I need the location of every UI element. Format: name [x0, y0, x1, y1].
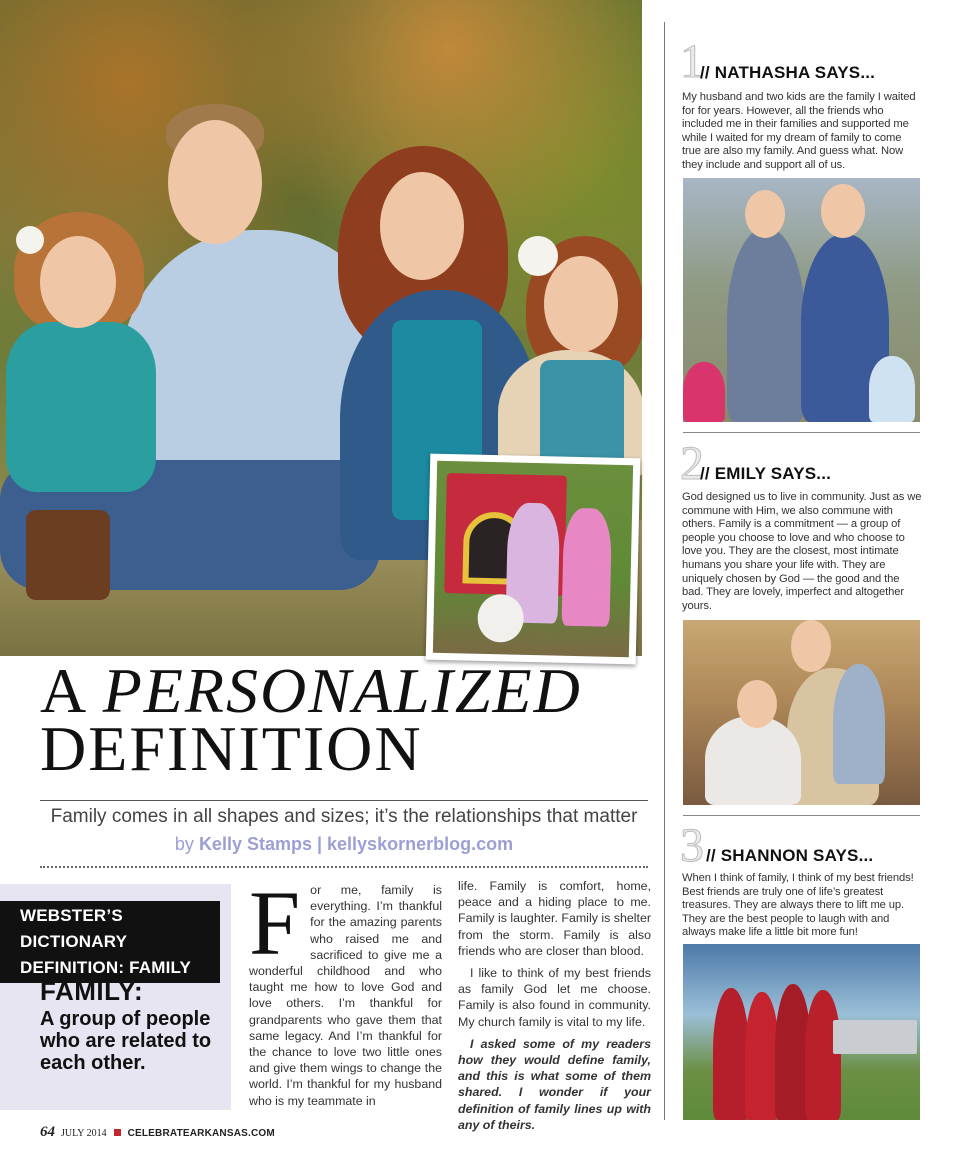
stadium-building — [833, 1020, 917, 1054]
title-word-a: A — [40, 655, 85, 726]
woman-figure — [705, 716, 801, 805]
white-flower-hairpiece — [518, 236, 558, 276]
section-divider — [683, 432, 920, 433]
reader-name-2: // EMILY SAYS... — [700, 464, 832, 483]
red-square-icon — [114, 1129, 121, 1136]
girl-dress — [540, 360, 624, 470]
dictionary-heading — [0, 901, 220, 983]
friend-figure-1 — [713, 988, 749, 1120]
friend-figure-2 — [745, 992, 779, 1120]
dictionary-heading-line1: WEBSTER’S DICTIONARY — [20, 906, 128, 951]
mother-head — [380, 172, 464, 280]
byline-author: Kelly Stamps | kellyskornerblog.com — [198, 834, 514, 854]
toddler-figure — [833, 664, 885, 784]
byline-by: by — [174, 834, 194, 854]
title-word-personalized: PERSONALIZED — [102, 655, 582, 726]
article-paragraph-emphasis: I asked some of my readers how they would define family, and this is what some of them shared. I wonder if your definition of family lines up with any of theirs. — [458, 1036, 651, 1132]
article-column-2 — [458, 878, 651, 1139]
toddler-boots — [26, 510, 110, 600]
toddler-dress — [6, 322, 156, 492]
website: CELEBRATEARKANSAS.COM — [127, 1128, 275, 1139]
girl-figure — [683, 362, 725, 422]
reader-quote-1: My husband and two kids are the family I waited for for years. However, all the friends who included me in their families and supported me while I waited for my dream of family to come true are also my family. And guess what. Now they include and support all of us. — [682, 91, 916, 171]
dotted-divider — [40, 866, 648, 868]
drop-cap: F — [249, 872, 301, 974]
reader-quote-2: God designed us to live in community. Just as we commune with Him, we also commune with others. Family is a commitment — a group of people you choose to love and who choose to love you. They are the closest, most intimate humans you share your life with. They are uniquely chosen by God — the good and the bad. They are lovely, imperfect and altogether yours. — [682, 491, 922, 612]
page-number: 64 — [40, 1124, 55, 1140]
photo-nathasha-family — [683, 178, 920, 422]
inset-photo-girls-doghouse — [426, 454, 641, 665]
column-divider — [664, 22, 665, 1120]
man-head — [821, 184, 865, 238]
section-divider — [683, 815, 920, 816]
dictionary-meaning: A group of people who are related to each other. — [40, 1008, 212, 1074]
article-paragraph: or me, family is everything. I’m thankful for the amazing parents who raised me and sacrificed to give me a wonderful childhood and who taught me how to love God and love others. I’m thankful for grandparents who gave them that same legacy. And I’m thankful for the chance to love two little ones and give them wings to change the world. I’m thankful for my husband who is my teammate in — [249, 883, 442, 1108]
article-byline — [40, 834, 648, 855]
white-dog — [477, 594, 524, 643]
article-title — [40, 655, 640, 784]
article-paragraph: I like to think of my best friends as family God let me choose. Family is also found in community. My church family is vital to my life. — [458, 966, 651, 1029]
father-head — [168, 120, 262, 244]
photo-shannon-friends — [683, 944, 920, 1120]
white-bow-hairpiece — [16, 226, 44, 254]
toddler-head — [40, 236, 116, 328]
title-divider — [40, 800, 648, 801]
dictionary-heading-line2: DEFINITION: FAMILY — [20, 958, 192, 977]
woman-head — [737, 680, 777, 728]
dictionary-word: FAMILY: — [40, 976, 144, 1006]
reader-name-3: // SHANNON SAYS... — [706, 846, 874, 865]
reader-number-1: 1 — [680, 35, 704, 88]
girl-head — [544, 256, 618, 352]
boy-figure — [869, 356, 915, 422]
reader-name-1: // NATHASHA SAYS... — [700, 63, 876, 82]
woman-head — [745, 190, 785, 238]
title-word-definition: DEFINITION — [40, 713, 423, 784]
reader-number-2: 2 — [680, 437, 704, 490]
page-footer — [40, 1124, 275, 1141]
article-subtitle: Family comes in all shapes and sizes; it’s the relationships that matter — [50, 806, 638, 827]
man-head — [791, 620, 831, 672]
article-paragraph: life. Family is comfort, home, peace and a hiding place to me. Family is laughter. Family is shelter from the storm. Family is also friends who are closer than blood. — [458, 879, 651, 958]
woman-figure — [727, 228, 805, 422]
photo-emily-family — [683, 620, 920, 805]
issue-date: JULY 2014 — [61, 1128, 107, 1139]
girl-pink-dress — [561, 508, 612, 627]
article-column-1 — [249, 872, 442, 1115]
reader-quote-3: When I think of family, I think of my best friends! Best friends are truly one of life’s greatest treasures. They are always there to lift me up. They are the best people to laugh with and always make life a little bit more fun! — [682, 872, 914, 939]
friend-figure-4 — [805, 990, 841, 1120]
reader-number-3: 3 — [680, 819, 704, 872]
